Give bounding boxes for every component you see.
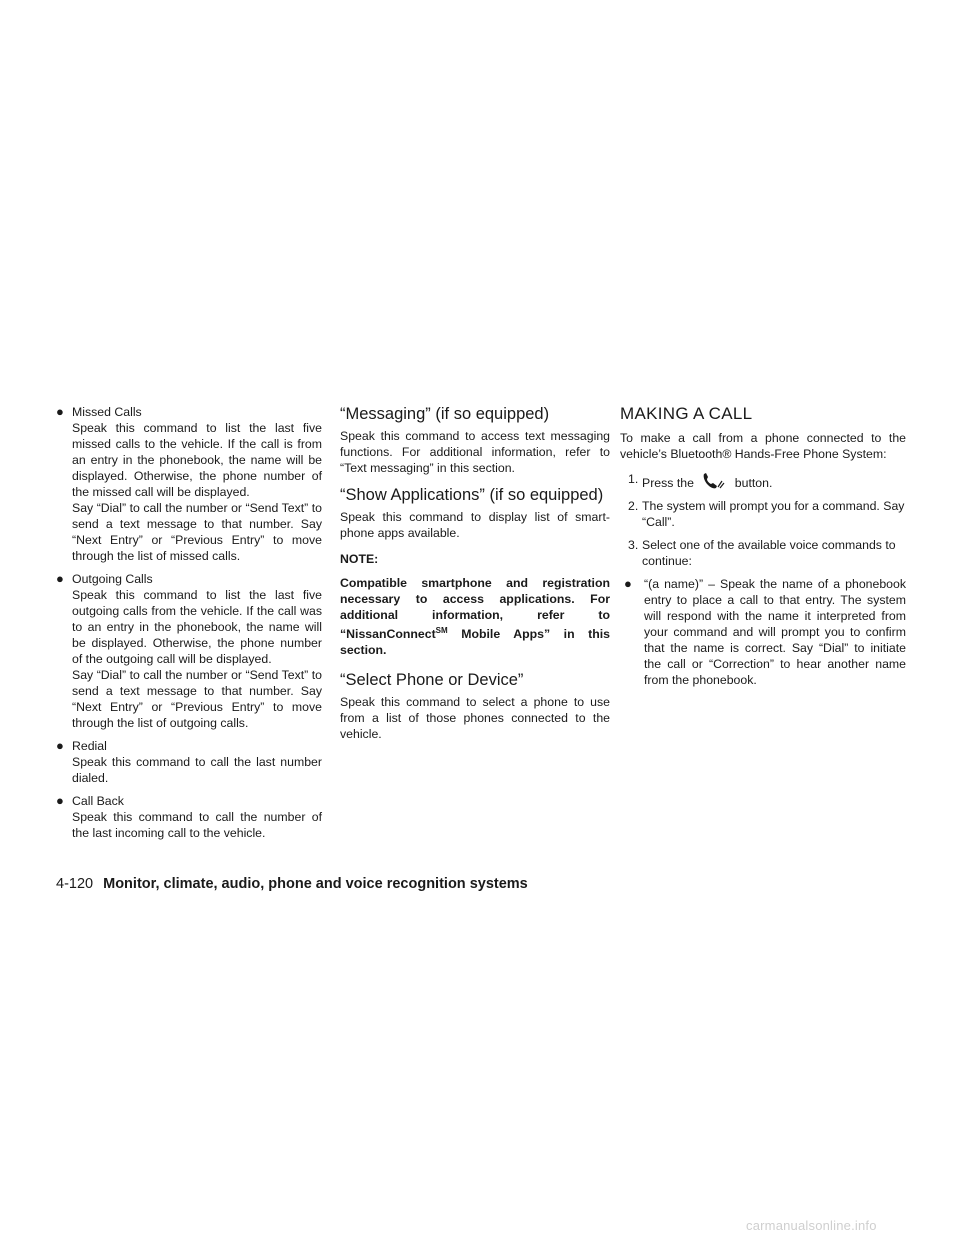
chapter-title: Monitor, climate, audio, phone and voice recognition systems <box>103 876 528 892</box>
item-body: “(a name)” – Speak the name of a phonebook entry to place a call to that entry. The system will respond with the name it interpreted from your command and will prompt you to confirm that the name is correct. Say “Dial” to initiate the call or “Correction” to hear another name from the phonebook. <box>644 577 906 687</box>
bullet-icon: ● <box>56 404 64 419</box>
item-body: Say “Dial” to call the number or “Send Text” to send a text message to that number. Say “Next Entry” or “Previous Entry” to move through the list of missed calls. <box>72 501 322 563</box>
item-title: Call Back <box>72 794 124 808</box>
list-item-missed-calls <box>56 404 322 564</box>
show-applications-text: Speak this command to display list of smart-phone apps available. <box>340 510 610 540</box>
step-text: Press the <box>642 476 694 490</box>
step-number: 2. <box>628 499 639 513</box>
section-heading-messaging: “Messaging” (if so equipped) <box>340 405 550 423</box>
step-text: The system will prompt you for a command. Say “Call”. <box>642 499 905 529</box>
watermark: carmanualsonline.info <box>746 1218 877 1233</box>
left-column <box>56 404 322 848</box>
service-mark: SM <box>435 626 448 635</box>
note-label: NOTE: <box>340 552 379 566</box>
note-text-start: Compatible smartphone and registration necessary to access applications. For additional information, refer to “NissanConnect <box>340 576 610 642</box>
step-3 <box>620 537 906 569</box>
bullet-icon: ● <box>56 738 64 753</box>
bullet-icon: ● <box>56 571 64 586</box>
step-number: 3. <box>628 538 639 552</box>
phone-voice-icon <box>701 471 727 491</box>
item-body: Speak this command to call the number of the last incoming call to the vehicle. <box>72 810 322 840</box>
item-title: Redial <box>72 739 107 753</box>
list-item-call-back <box>56 793 322 841</box>
page-number: 4-120 <box>56 876 94 892</box>
list-item-outgoing-calls <box>56 571 322 731</box>
intro-text: To make a call from a phone connected to the vehicle’s Bluetooth® Hands-Free Phone System: <box>620 431 906 461</box>
step-1 <box>620 471 906 491</box>
bullet-icon: ● <box>56 793 64 808</box>
select-phone-text: Speak this command to select a phone to use from a list of those phones connected to the vehicle. <box>340 695 610 742</box>
note-text <box>340 575 610 658</box>
note-text-end: Mobile Apps” in this section. <box>340 627 610 658</box>
item-title: Missed Calls <box>72 405 142 419</box>
middle-column <box>340 404 610 751</box>
section-heading-show-applications: “Show Applications” (if so equipped) <box>340 486 604 504</box>
bullet-icon: ● <box>624 576 632 591</box>
step-text-end: button. <box>734 476 773 490</box>
item-body: Speak this command to call the last number dialed. <box>72 755 322 785</box>
list-item-a-name <box>620 576 906 688</box>
item-body: Speak this command to list the last five missed calls to the vehicle. If the call is from an entry in the phonebook, the name will be displayed. Otherwise, the phone number of the missed call will be displayed. <box>72 421 322 499</box>
item-title: Outgoing Calls <box>72 572 153 586</box>
right-column <box>620 404 906 695</box>
item-body: Say “Dial” to call the number or “Send Text” to send a text message to that number. Say “Next Entry” or “Previous Entry” to move through the list of outgoing calls. <box>72 668 322 730</box>
step-text: Select one of the available voice commands to continue: <box>642 538 896 568</box>
step-number: 1. <box>628 472 639 486</box>
page-footer <box>56 876 528 892</box>
item-body: Speak this command to list the last five outgoing calls from the vehicle. If the call was to an entry in the phonebook, the name will be displayed. Otherwise, the phone number of the outgoing call will be displayed. <box>72 588 322 666</box>
messaging-text: Speak this command to access text messaging functions. For additional information, refer to “Text messaging” in this section. <box>340 429 610 475</box>
step-2 <box>620 498 906 530</box>
list-item-redial <box>56 738 322 786</box>
section-heading-select-phone: “Select Phone or Device” <box>340 671 524 690</box>
section-heading-making-a-call: MAKING A CALL <box>620 404 753 423</box>
